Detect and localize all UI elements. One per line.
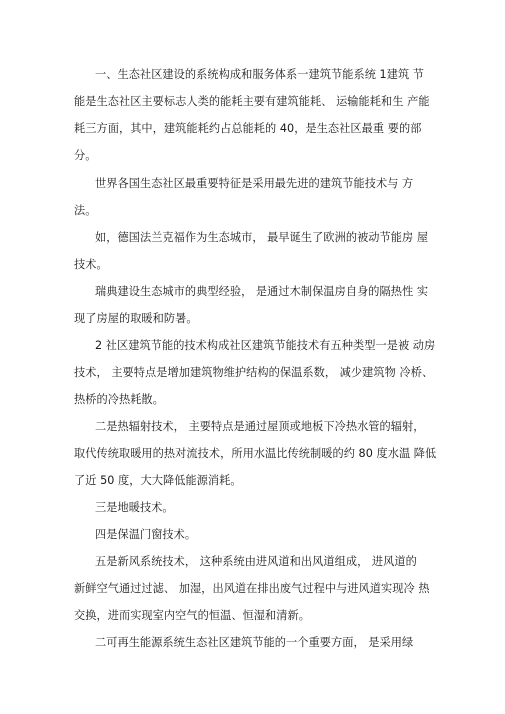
text-line: 2 社区建筑节能的技术构成社区建筑节能技术有五种类型一是被 动房 bbox=[95, 339, 436, 352]
text-line: 分。 bbox=[74, 149, 97, 162]
text-line: 新鲜空气通过过滤、 加湿，出风道在排出废气过程中与进风道实现冷 热 bbox=[74, 582, 430, 595]
text-line: 如，德国法兰克福作为生态城市， 最早诞生了欧洲的被动节能房 屋 bbox=[95, 231, 429, 244]
text-line: 四是保温门窗技术。 bbox=[95, 528, 197, 541]
text-line: 技术， 主要特点是增加建筑物维护结构的保温系数， 减少建筑物 冷桥、 bbox=[74, 366, 434, 379]
text-line: 世界各国生态社区最重要特征是采用最先进的建筑节能技术与 方 bbox=[95, 177, 414, 190]
text-line: 能是生态社区主要标志人类的能耗主要有建筑能耗、 运输能耗和生 产能 bbox=[74, 95, 430, 108]
text-line: 一、生态社区建设的系统构成和服务体系一建筑节能系统 1建筑 节 bbox=[95, 68, 425, 81]
text-line: 瑞典建设生态城市的典型经验， 是通过木制保温房自身的隔热性 实 bbox=[95, 285, 429, 298]
text-line: 现了房屋的取暖和防暑。 bbox=[74, 312, 198, 325]
text-line: 五是新风系统技术， 这种系统由进风道和出风道组成， 进风道的 bbox=[95, 555, 417, 568]
text-line: 耗三方面，其中，建筑能耗约占总能耗的 40，是生态社区最重 要的部 bbox=[74, 122, 422, 135]
text-line: 取代传统取暖用的热对流技术，所用水温比传统制暖的约 80 度水温 降低 bbox=[74, 447, 437, 460]
text-line: 了近 50 度，大大降低能源消耗。 bbox=[74, 474, 242, 487]
text-line: 二是热辐射技术， 主要特点是通过屋顶或地板下冷热水管的辐射， bbox=[95, 420, 425, 433]
text-line: 三是地暖技术。 bbox=[95, 501, 174, 514]
text-line: 技术。 bbox=[74, 258, 108, 271]
text-line: 热桥的冷热耗散。 bbox=[74, 393, 164, 406]
text-line: 法。 bbox=[74, 204, 97, 217]
text-line: 二可再生能源系统生态社区建筑节能的一个重要方面， 是采用绿 bbox=[95, 636, 414, 649]
text-line: 交换，进而实现室内空气的恒温、恒湿和清新。 bbox=[74, 609, 310, 622]
